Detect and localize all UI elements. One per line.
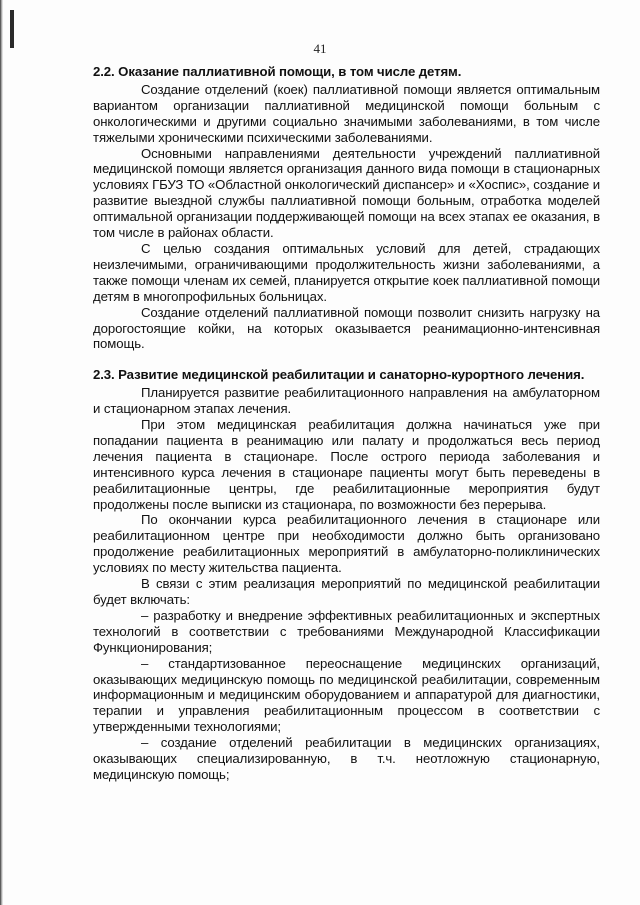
paragraph: При этом медицинская реабилитация должна начинаться уже при попадании пациента в реанимацию или палату и продолжаться весь период лечения пациента в стационаре. После острого периода заболевания и интенсивного курса лечения в стационаре пациенты могут быть переведены в реабилитационные центры, где реабилитационные мероприятия будут продолжены после выписки из стационара, по возможности без перерыва. — [93, 417, 600, 512]
paragraph: Создание отделений (коек) паллиативной помощи является оптимальным вариантом организации паллиативной медицинской помощи больным с онкологическими и другими социально значимыми заболеваниями, в том числе тяжелыми хроническими психическими заболеваниями. — [93, 81, 600, 145]
list-item: – стандартизованное переоснащение медицинских организаций, оказывающих медицинскую помощь по медицинской реабилитации, современным информационным и медицинским оборудованием и аппаратурой для диагностики, терапии и управления реабилитационным процессом в соответствии с утвержденными технологиями; — [93, 655, 600, 735]
paragraph: По окончании курса реабилитационного лечения в стационаре или реабилитационном центре при необходимости должно быть организовано продолжение реабилитационных мероприятий в амбулаторно-поликлинических условиях по месту жительства пациента. — [93, 512, 600, 576]
list-item: – создание отделений реабилитации в медицинских организациях, оказывающих специализированную, в т.ч. неотложную стационарную, медицинскую помощь; — [93, 735, 600, 782]
list-item: – разработку и внедрение эффективных реабилитационных и экспертных технологий в соответствии с требованиями Международной Классификации Функционирования; — [93, 607, 600, 655]
section-heading-2-3: 2.3. Развитие медицинской реабилитации и санаторно-курортного лечения. — [93, 367, 585, 383]
paragraph: Основными направлениями деятельности учреждений паллиативной медицинской помощи является организация данного вида помощи в стационарных условиях ГБУЗ ТО «Областной онкологический диспансер» и «Хоспис», создание и развитие выездной службы паллиативной помощи больным, отработка моделей оптимальной организации поддерживающей помощи на всех этапах ее оказания, в том числе в районах области. — [93, 145, 600, 241]
paragraph: Планируется развитие реабилитационного направления на амбулаторном и стационарном этапах лечения. — [93, 385, 600, 417]
document-body — [93, 64, 600, 783]
page-number: 41 — [313, 41, 327, 56]
paragraph: Создание отделений паллиативной помощи позволит снизить нагрузку на дорогостоящие койки, на которых оказывается реанимационно-интенсивная помощь. — [93, 304, 600, 352]
section-heading-2-2: 2.2. Оказание паллиативной помощи, в том числе детям. — [93, 64, 462, 79]
scan-left-edge — [0, 0, 3, 905]
paragraph: С целью создания оптимальных условий для детей, страдающих неизлечимыми, ограничивающими продолжительность жизни заболеваниями, а также помощи членам их семей, планируется открытие коек паллиативной помощи детям в многопрофильных больницах. — [93, 240, 600, 304]
paragraph: В связи с этим реализация мероприятий по медицинской реабилитации будет включать: — [93, 576, 600, 607]
